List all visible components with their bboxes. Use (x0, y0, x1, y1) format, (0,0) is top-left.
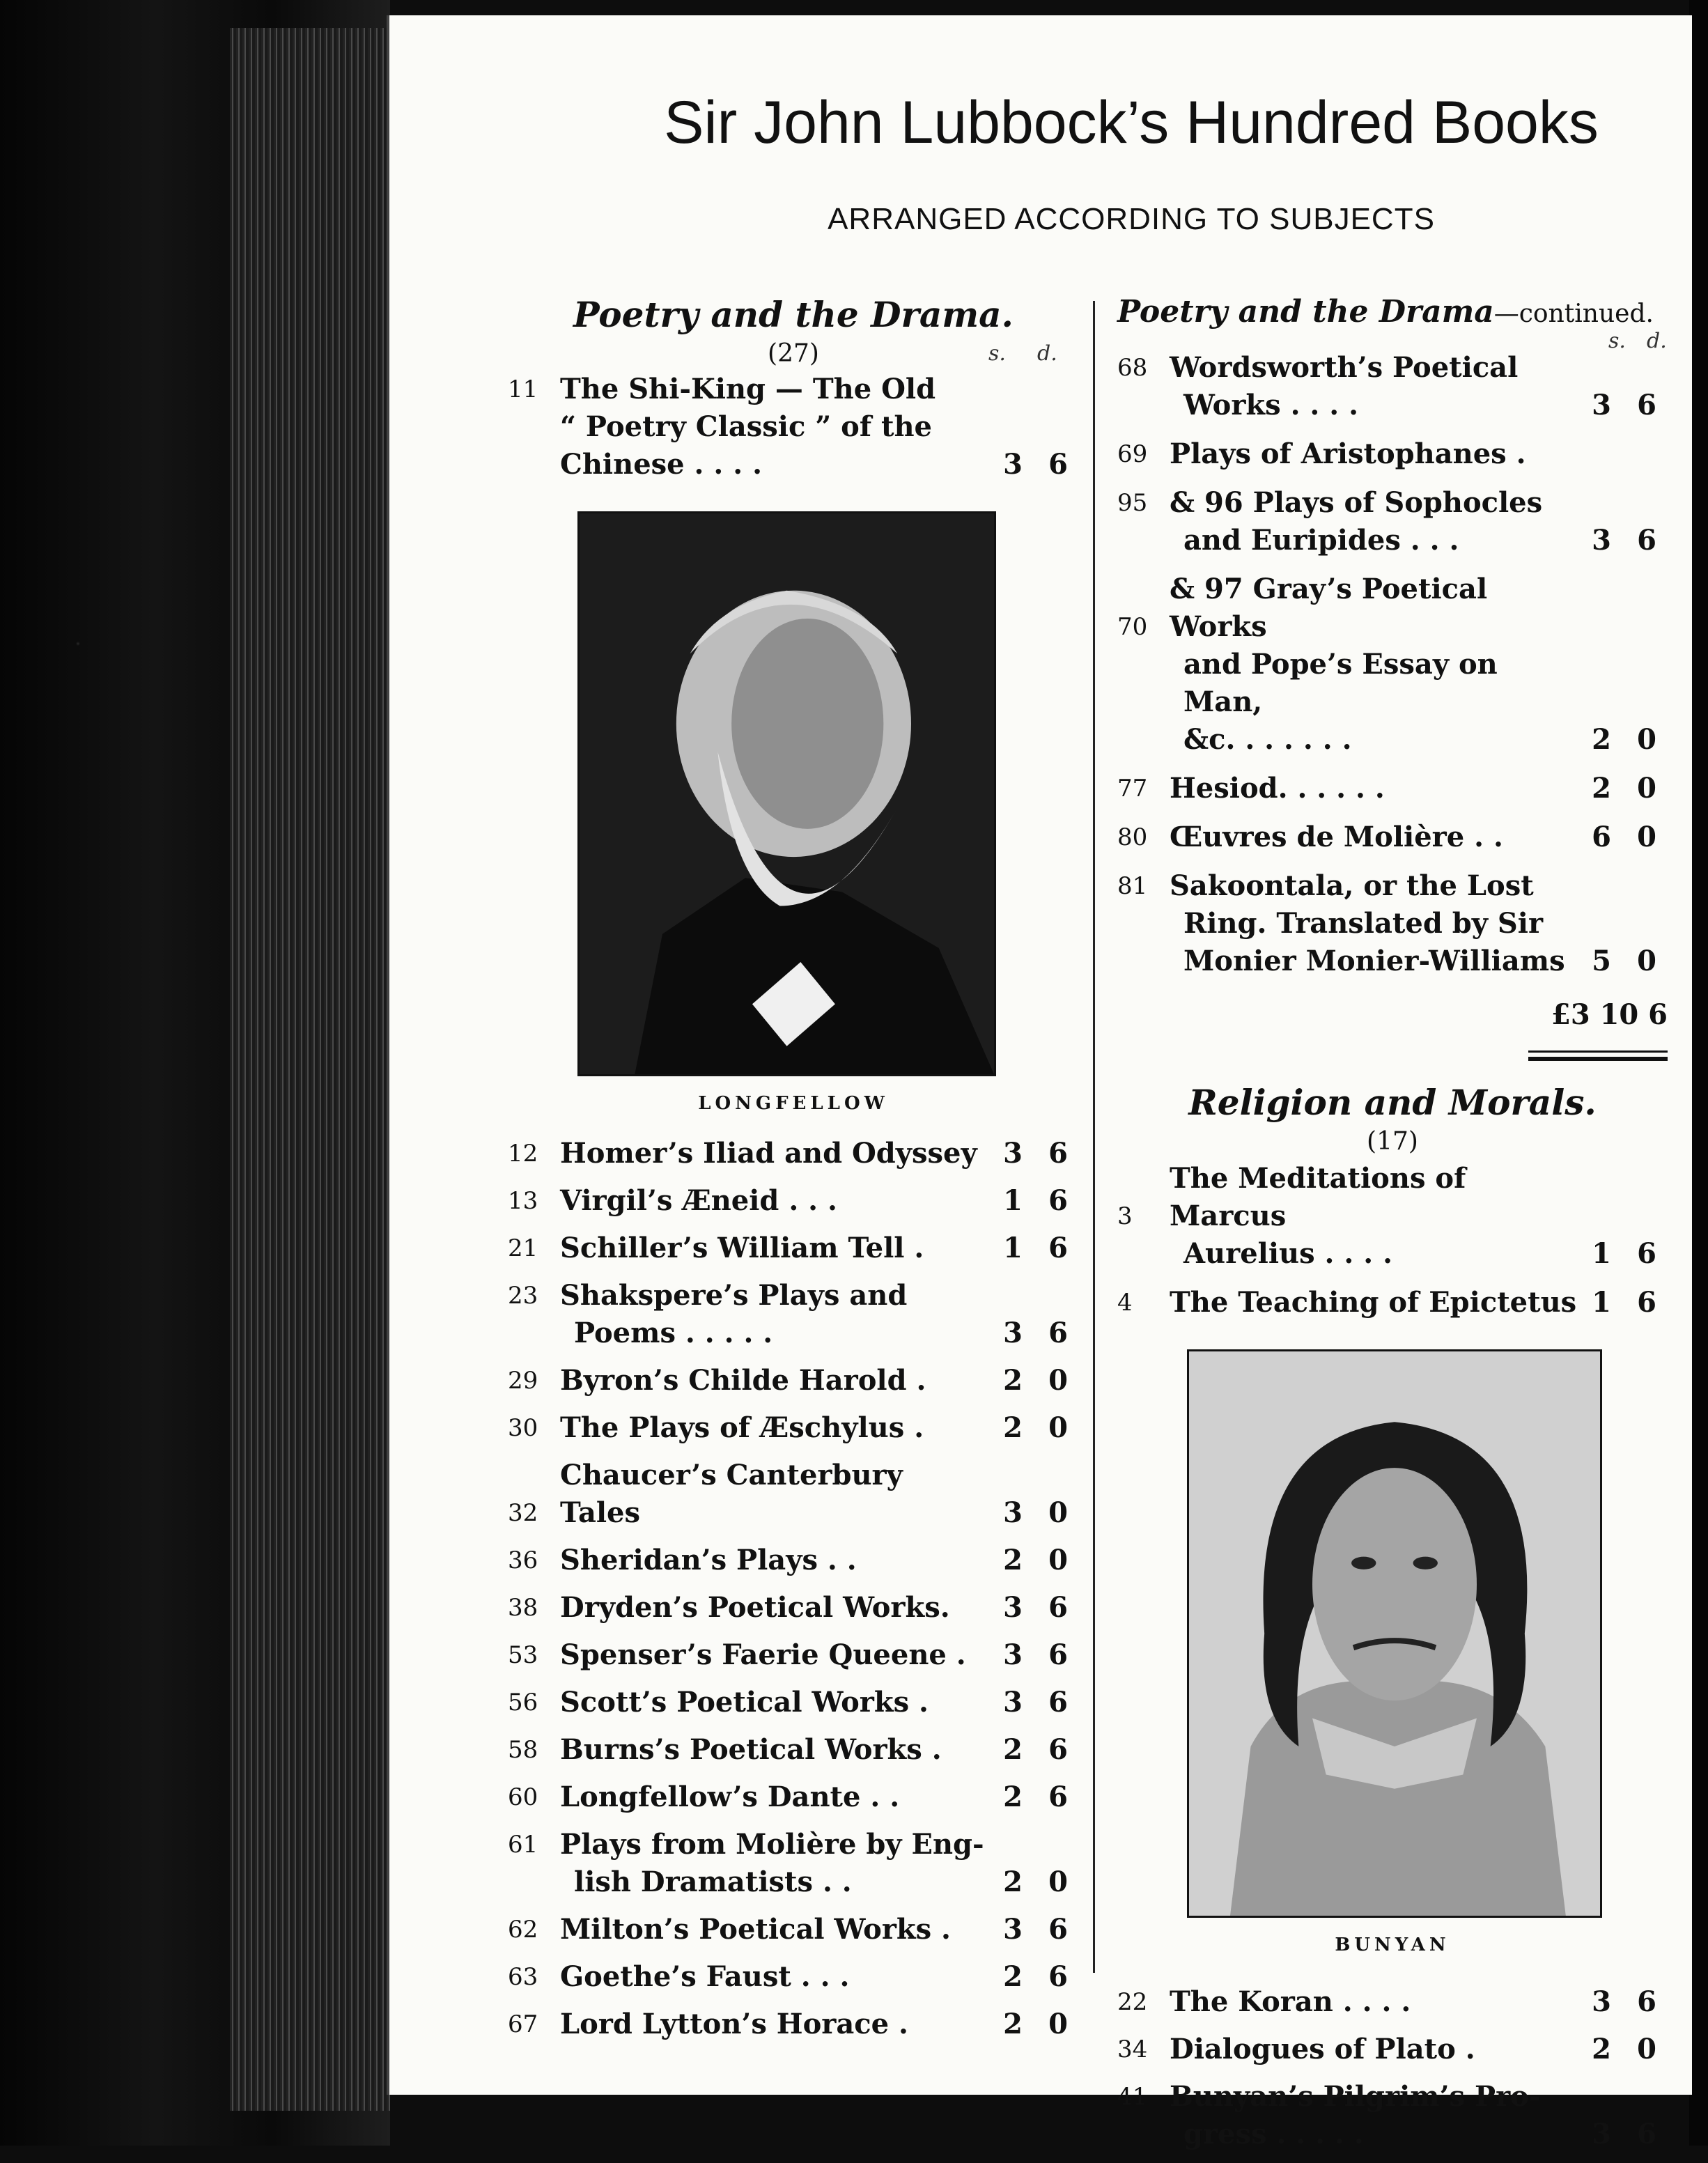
list-item (1117, 2078, 1668, 2153)
list-item (508, 1684, 1079, 1721)
entry-title-line: &c. . . . . . . (1183, 723, 1352, 756)
list-item (1117, 1284, 1668, 1321)
entry-title: Schiller’s William Tell . (560, 1232, 924, 1264)
total-rule (1528, 1051, 1668, 1061)
entry-title: Œuvres de Molière . . (1170, 821, 1503, 853)
section-title-continued (1117, 294, 1668, 330)
subtotal: £3 10 6 (1551, 998, 1668, 1031)
entry-list (1117, 349, 1668, 980)
entry-list (1117, 1160, 1668, 1321)
entry-shillings: 3 (1003, 1913, 1023, 1946)
entry-number: 30 (508, 1414, 538, 1442)
entry-pence: 0 (1048, 1411, 1068, 1444)
entry-shillings: 3 (1003, 1317, 1023, 1349)
entry-number: 80 (1117, 823, 1148, 851)
entry-shillings: 1 (1003, 1232, 1023, 1264)
entry-title: Dialogues of Plato . (1170, 2033, 1475, 2065)
entry-title-line: Chinese . . . . (560, 448, 763, 481)
entry-number: 95 (1117, 489, 1148, 517)
entry-number: 67 (508, 2010, 538, 2038)
column-divider (1093, 301, 1095, 1973)
pence-header: d. (1037, 341, 1057, 366)
entry-title: The Meditations of Marcus (1170, 1162, 1466, 1232)
entry-pence: 0 (1637, 821, 1656, 853)
entry-shillings: 5 (1592, 945, 1611, 977)
list-item (1117, 819, 1668, 856)
entry-title: Virgil’s Æneid . . . (560, 1184, 837, 1217)
entry-title: The Shi-King — The Old (560, 373, 936, 405)
entry-number: 60 (508, 1783, 538, 1811)
entry-number: 38 (508, 1594, 538, 1622)
list-item (1117, 770, 1668, 807)
section-title-religion: Religion and Morals. (1188, 1082, 1597, 1123)
entry-shillings: 2 (1592, 723, 1611, 756)
entry-number: 22 (1117, 1988, 1148, 2016)
entry-pence: 0 (1048, 1866, 1068, 1898)
entry-pence: 0 (1637, 2033, 1656, 2065)
entry-number: 56 (508, 1689, 538, 1716)
entry-title-line: Monier Monier-Williams (1183, 945, 1565, 977)
list-item (508, 371, 1079, 483)
entry-shillings: 2 (1592, 2033, 1611, 2065)
list-item (508, 1826, 1079, 1901)
pence-header: d. (1647, 329, 1667, 353)
entry-shillings: 3 (1003, 448, 1023, 481)
entry-title: Spenser’s Faerie Queene . (560, 1638, 966, 1671)
entry-pence: 6 (1637, 524, 1656, 557)
entry-shillings: 1 (1003, 1184, 1023, 1217)
entry-shillings: 3 (1592, 524, 1611, 557)
section-count: (17) (1367, 1127, 1418, 1156)
portrait-caption: LONGFELLOW (698, 1093, 889, 1114)
list-item (508, 1636, 1079, 1674)
entry-title: Chaucer’s Canterbury Tales (560, 1459, 903, 1529)
entry-title: Byron’s Childe Harold . (560, 1364, 926, 1397)
list-item (508, 1409, 1079, 1447)
entry-pence: 0 (1048, 1544, 1068, 1576)
entry-pence: 0 (1048, 1496, 1068, 1529)
entry-pence: 6 (1048, 1733, 1068, 1766)
entry-title: Scott’s Poetical Works . (560, 1686, 929, 1719)
entry-pence: 6 (1048, 1781, 1068, 1813)
book-page (387, 15, 1692, 2150)
entry-pence: 6 (1048, 1591, 1068, 1624)
entry-title: Homer’s Iliad and Odyssey (560, 1137, 977, 1170)
entry-number: 70 (1117, 613, 1148, 641)
section-title-text: Poetry and the Drama (1117, 294, 1494, 330)
list-item (508, 1958, 1079, 1996)
entry-shillings: 3 (1592, 389, 1611, 421)
entry-title: The Koran . . . . (1170, 1985, 1411, 2018)
entry-title: The Plays of Æschylus . (560, 1411, 924, 1444)
entry-pence: 0 (1048, 2008, 1068, 2040)
entry-shillings: 2 (1003, 1960, 1023, 1993)
entry-number: 68 (1117, 354, 1148, 382)
entry-title: Dryden’s Poetical Works. (560, 1591, 950, 1624)
entry-list (1117, 1983, 1668, 2153)
entry-pence: 6 (1048, 1913, 1068, 1946)
list-item (508, 1135, 1079, 1172)
bunyan-portrait (1187, 1349, 1602, 1918)
entry-title: The Teaching of Epictetus (1170, 1286, 1577, 1319)
entry-number: 32 (508, 1499, 538, 1527)
entry-shillings: 3 (1003, 1686, 1023, 1719)
page-title: Sir John Lubbock’s Hundred Books (664, 89, 1599, 156)
page-stack-edge (230, 28, 390, 2111)
entry-shillings: 2 (1003, 1364, 1023, 1397)
entry-number: 34 (1117, 2036, 1148, 2063)
entry-number: 23 (508, 1282, 538, 1310)
entry-shillings: 2 (1003, 1411, 1023, 1444)
entry-number: 69 (1117, 440, 1148, 468)
entry-pence: 6 (1048, 1686, 1068, 1719)
list-item (508, 1778, 1079, 1816)
list-item (1117, 1160, 1668, 1273)
list-item (1117, 484, 1668, 559)
left-column (508, 294, 1079, 2053)
shillings-header: s. (988, 341, 1006, 366)
entry-shillings: 2 (1592, 772, 1611, 805)
entry-number: 58 (508, 1736, 538, 1764)
entry-pence: 6 (1637, 1985, 1656, 2018)
entry-shillings: 6 (1592, 821, 1611, 853)
entry-shillings: 3 (1003, 1137, 1023, 1170)
entry-pence: 6 (1637, 2118, 1656, 2150)
entry-shillings: 2 (1003, 2008, 1023, 2040)
section-continued-label: —continued. (1493, 300, 1654, 328)
longfellow-portrait (577, 511, 996, 1076)
entry-pence: 6 (1048, 1960, 1068, 1993)
entry-shillings: 1 (1592, 1286, 1611, 1319)
entry-pence: 6 (1637, 1286, 1656, 1319)
entry-pence: 6 (1048, 1137, 1068, 1170)
entry-number: 12 (508, 1140, 538, 1168)
list-item (1117, 349, 1668, 424)
entry-title: Hesiod. . . . . . (1170, 772, 1385, 805)
entry-shillings: 1 (1592, 1237, 1611, 1270)
list-item (1117, 435, 1668, 473)
entry-pence: 0 (1637, 723, 1656, 756)
entry-shillings: 3 (1003, 1591, 1023, 1624)
entry-number: 13 (508, 1187, 538, 1215)
entry-title: & 96 Plays of Sophocles (1170, 486, 1543, 519)
entry-title-line: gress . . . . . (1183, 2118, 1364, 2150)
entry-number: 62 (508, 1916, 538, 1944)
list-item (508, 1731, 1079, 1769)
list-item (1117, 2031, 1668, 2068)
entry-shillings: 2 (1003, 1544, 1023, 1576)
entry-number: 81 (1117, 872, 1148, 900)
entry-pence: 6 (1637, 1237, 1656, 1270)
entry-shillings: 2 (1003, 1866, 1023, 1898)
entry-title: Lord Lytton’s Horace . (560, 2008, 908, 2040)
entry-pence: 0 (1637, 772, 1656, 805)
list-item (508, 1277, 1079, 1352)
entry-shillings: 3 (1592, 1985, 1611, 2018)
entry-pence: 6 (1048, 1232, 1068, 1264)
entry-title: Shakspere’s Plays and (560, 1279, 908, 1312)
entry-number: 53 (508, 1641, 538, 1669)
entry-title-line: Aurelius . . . . (1183, 1237, 1393, 1270)
list-item (508, 1230, 1079, 1267)
page-subtitle: ARRANGED ACCORDING TO SUBJECTS (828, 202, 1435, 236)
list-item (508, 1911, 1079, 1948)
entry-pence: 6 (1048, 1638, 1068, 1671)
entry-title: Bunyan’s Pilgrim’s Pro- (1170, 2080, 1541, 2113)
list-item (508, 1542, 1079, 1579)
entry-pence: 6 (1048, 1317, 1068, 1349)
entry-title-line: and Pope’s Essay on Man, (1183, 648, 1498, 718)
section-count: (27) (768, 339, 819, 368)
section-title-poetry: Poetry and the Drama. (573, 294, 1014, 335)
entry-title: Sakoontala, or the Lost (1170, 869, 1534, 902)
entry-title-line: “ Poetry Classic ” of the (560, 410, 933, 443)
list-item (1117, 571, 1668, 759)
entry-pence: 0 (1637, 945, 1656, 977)
entry-number: 36 (508, 1546, 538, 1574)
entry-list (508, 1135, 1079, 2043)
list-item (508, 1182, 1079, 1220)
entry-number: 3 (1117, 1202, 1133, 1230)
entry-number: 63 (508, 1963, 538, 1991)
right-margin-edge (1689, 0, 1708, 2146)
portrait-caption: BUNYAN (1335, 1935, 1450, 1955)
entry-number: 77 (1117, 775, 1148, 803)
entry-number: 11 (508, 375, 538, 403)
entry-title-line: lish Dramatists . . (574, 1866, 852, 1898)
entry-shillings: 2 (1003, 1733, 1023, 1766)
entry-title: Milton’s Poetical Works . (560, 1913, 951, 1946)
entry-title-line: Poems . . . . . (574, 1317, 773, 1349)
list-item (508, 1362, 1079, 1400)
entry-title: Wordsworth’s Poetical (1170, 351, 1519, 384)
entry-shillings: 3 (1003, 1496, 1023, 1529)
entry-title-line: Works . . . . (1183, 389, 1359, 421)
entry-number: 4 (1117, 1289, 1133, 1317)
shillings-header: s. (1608, 329, 1626, 353)
entry-pence: 6 (1637, 389, 1656, 421)
entry-title: Sheridan’s Plays . . (560, 1544, 857, 1576)
list-item (1117, 867, 1668, 980)
entry-title: Burns’s Poetical Works . (560, 1733, 942, 1766)
entry-number: 21 (508, 1234, 538, 1262)
entry-title: Longfellow’s Dante . . (560, 1781, 900, 1813)
entry-title: Goethe’s Faust . . . (560, 1960, 850, 1993)
entry-title-line: and Euripides . . . (1183, 524, 1459, 557)
right-column (1117, 294, 1668, 2163)
entry-number: 61 (508, 1831, 538, 1859)
entry-pence: 6 (1048, 1184, 1068, 1217)
entry-shillings: 3 (1592, 2118, 1611, 2150)
entry-title-line: Ring. Translated by Sir (1183, 907, 1544, 940)
entry-title: Plays of Aristophanes . (1170, 437, 1526, 470)
list-item (1117, 1983, 1668, 2021)
entry-title: & 97 Gray’s Poetical Works (1170, 573, 1488, 643)
entry-number: 29 (508, 1367, 538, 1395)
entry-pence: 6 (1048, 448, 1068, 481)
list-item (508, 2006, 1079, 2043)
list-item (508, 1589, 1079, 1627)
entry-title: Plays from Molière by Eng- (560, 1828, 984, 1861)
entry-number: 41 (1117, 2083, 1148, 2111)
entry-shillings: 2 (1003, 1781, 1023, 1813)
entry-pence: 0 (1048, 1364, 1068, 1397)
entry-shillings: 3 (1003, 1638, 1023, 1671)
list-item (508, 1457, 1079, 1532)
